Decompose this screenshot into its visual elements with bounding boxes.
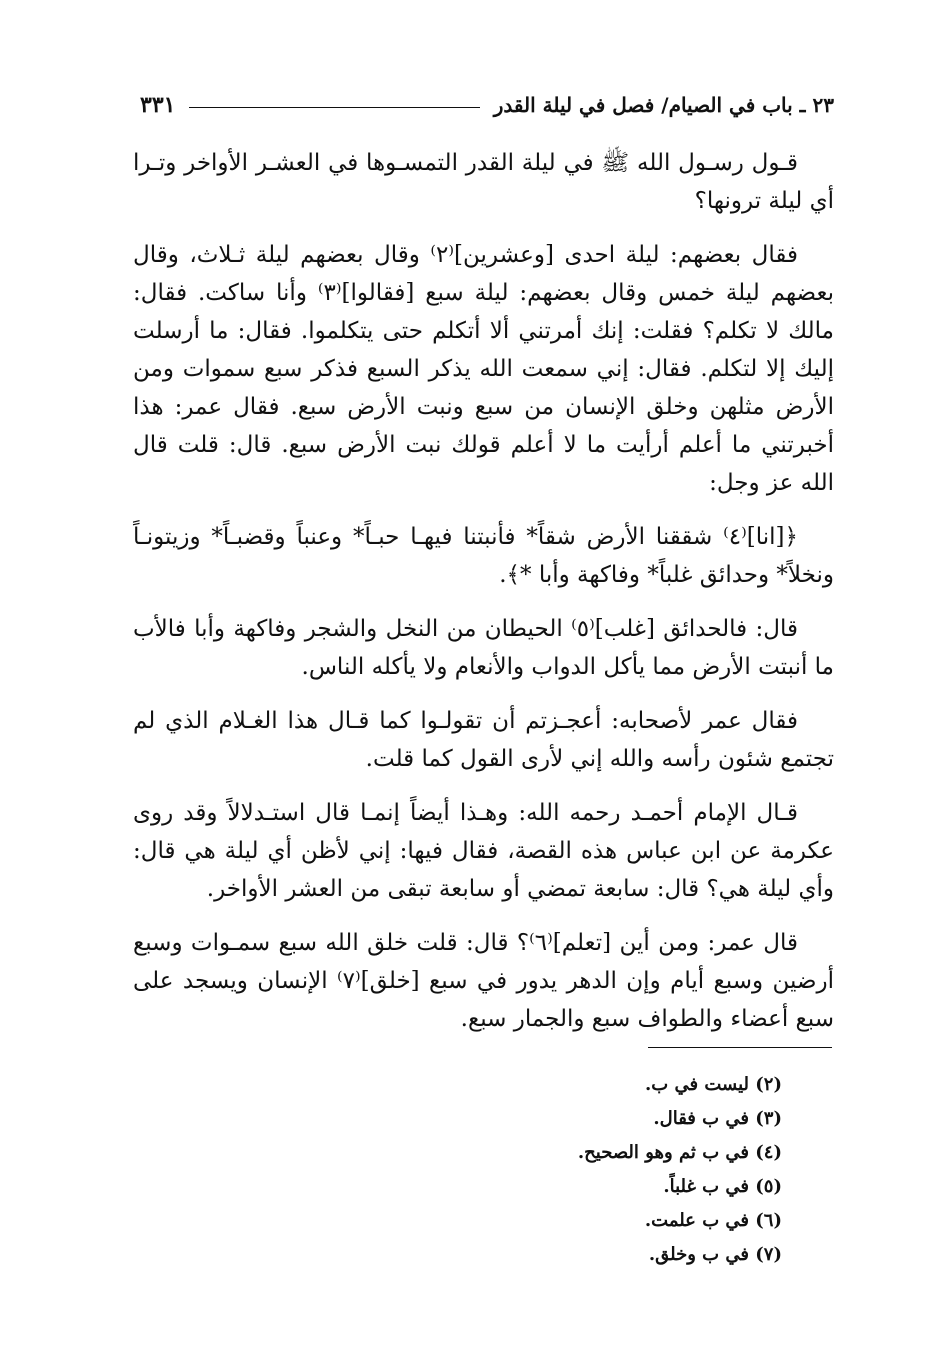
footnote: (٣) في ب فقال. — [653, 1108, 782, 1129]
quran-verse: ﴿[انا]⁽٤⁾ شققنا الأرض شقاً* فأنبتنا فيهـا حبـاً* وعنباً وقضبـاً* وزيتونـاً ونخلاً* وحدائق غلباً* وفاكهة وأبا *﴾. — [133, 524, 834, 588]
footnote: (٧) في ب وخلق. — [648, 1244, 782, 1265]
footnote-rule — [648, 1047, 832, 1048]
footnote: (٢) ليست في ب. — [645, 1074, 782, 1095]
paragraph: قال عمر: ومن أين [تعلم]⁽٦⁾؟ قال: قلت خلق الله سبع سمـوات وسبع أرضين وسبع أيام وإن الدهر يدور في سبع [خلق]⁽٧⁾ الإنسان ويسجد على سبع أعضاء والطواف سبع والجمار سبع. — [133, 930, 834, 1032]
paragraph: فقال بعضهم: ليلة احدى [وعشرين]⁽٢⁾ وقال بعضهم ليلة ثـلاث، وقال بعضهم ليلة خمس وقال بعضهم: ليلة سبع [فقالوا]⁽٣⁾ وأنا ساكت. فقال: مالك لا تكلم؟ فقلت: إنك أمرتني ألا أتكلم حتى يتكلموا. فقال: ما أرسلت إليك إلا لتكلم. فقال: إني سمعت الله يذكر السبع فذكر سبع سموات ومن الأرض مثلهن وخلق الإنسان من سبع ونبت الأرض سبع. فقال عمر: هذا أخبرتني ما أعلم أرأيت ما لا أعلم قولك نبت الأرض سبع. قال: قلت قال الله عز وجل: — [133, 242, 835, 496]
footnote: (٥) في ب غلباً. — [663, 1176, 782, 1197]
chapter-title: ٢٣ ـ باب في الصيام/ فصل في ليلة القدر — [493, 93, 834, 117]
footnote: (٤) في ب ثم وهو الصحيح. — [577, 1142, 782, 1163]
paragraph: قـول رسـول الله ﷺ في ليلة القدر التمسـوها في العشـر الأواخر وتـرا أي ليلة ترونها؟ — [133, 150, 834, 214]
footnotes — [400, 1068, 782, 1272]
page-number: ٣٣١ — [140, 92, 176, 118]
running-header — [140, 88, 834, 122]
paragraph: قـال الإمام أحمـد رحمه الله: وهـذا أيضاً إنمـا قال استـدلالاً وقد روى عكرمة عن ابن عباس هذه القصة، فقال فيها: إني لأظن أي ليلة هي قال: وأي ليلة هي؟ قال: سابعة تمضي أو سابعة تبقى من العشر الأواخر. — [133, 800, 834, 902]
paragraph: قال: فالحدائق [غلب]⁽٥⁾ الحيطان من النخل والشجر وفاكهة وأبا فالأب ما أنبتت الأرض مما يأكل الدواب والأنعام ولا يأكله الناس. — [133, 616, 834, 680]
paragraph: فقال عمر لأصحابه: أعجـزتم أن تقولـوا كما قـال هذا الغـلام الذي لم تجتمع شئون رأسه والله إني لأرى القول كما قلت. — [133, 708, 834, 772]
header-rule — [189, 107, 479, 108]
main-text — [133, 144, 834, 1054]
footnote: (٦) في ب علمت. — [644, 1210, 782, 1231]
